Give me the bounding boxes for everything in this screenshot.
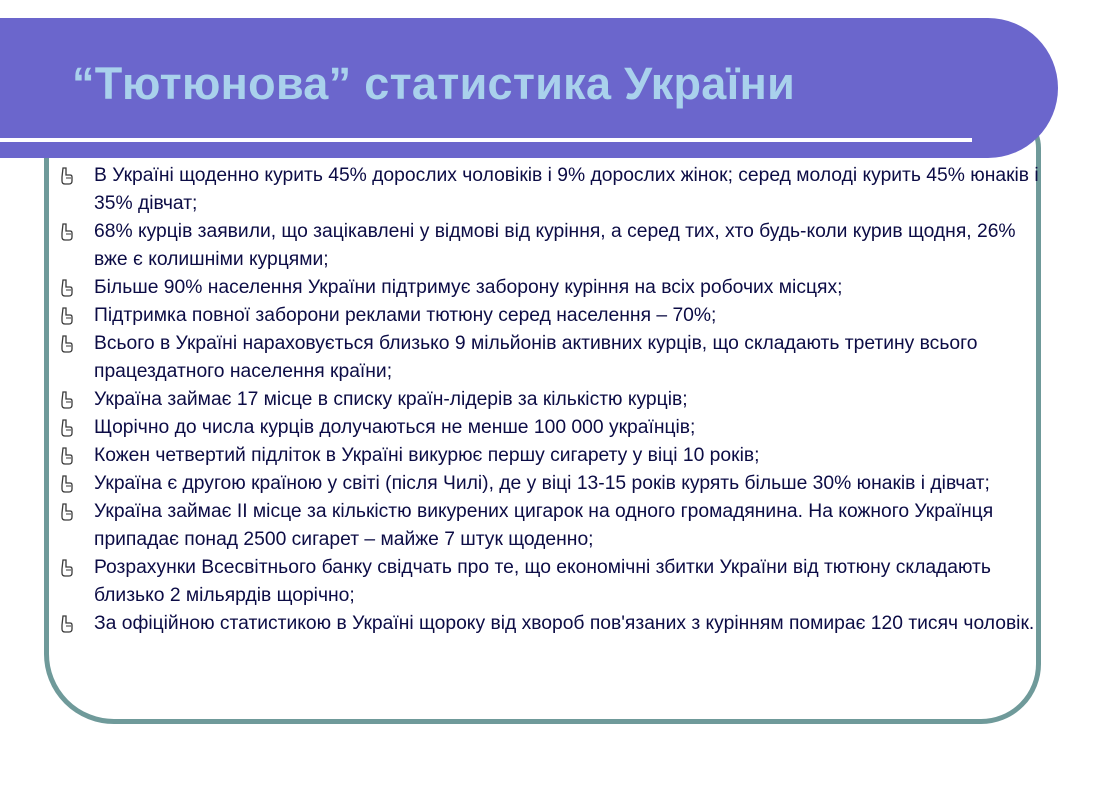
list-item [56, 470, 1041, 498]
list-item [56, 554, 1041, 610]
list-item [56, 330, 1041, 386]
list-item [56, 302, 1041, 330]
bullet-text: Підтримка повної заборони реклами тютюну серед населення – 70%; [94, 305, 717, 326]
bullet-text: Розрахунки Всесвітнього банку свідчать про те, що економічні збитки України від тютюну складають близько 2 мільярдів щорічно; [94, 557, 991, 606]
list-item [56, 218, 1041, 274]
bullet-list [56, 162, 1041, 638]
list-item [56, 274, 1041, 302]
list-item [56, 610, 1041, 638]
slide-title: “Тютюнова” статистика України [72, 58, 796, 109]
bullet-text: За офіційною статистикою в Україні щороку від хвороб пов'язаних з курінням помирає 120 тисяч чоловік. [94, 613, 1035, 634]
list-item [56, 414, 1041, 442]
bullet-text: 68% курців заявили, що зацікавлені у відмові від куріння, а серед тих, хто будь-коли курив щодня, 26% вже є колишніми курцями; [94, 221, 1016, 270]
hand-pointer-icon [60, 306, 74, 326]
bullet-text: Всього в Україні нараховується близько 9 мільйонів активних курців, що складають третину всього працездатного населення країни; [94, 333, 978, 382]
bullet-text: Більше 90% населення України підтримує заборону куріння на всіх робочих місцях; [94, 277, 843, 298]
list-item [56, 162, 1041, 218]
bullet-text: Україна займає ІІ місце за кількістю викурених цигарок на одного громадянина. На кожного Українця припадає понад 2500 сигарет – майже 7 штук щоденно; [94, 501, 994, 550]
bullet-text: Україна є другою країною у світі (після Чилі), де у віці 13-15 років курять більше 30% юнаків і дівчат; [94, 473, 990, 494]
hand-pointer-icon [60, 418, 74, 438]
hand-pointer-icon [60, 166, 74, 186]
hand-pointer-icon [60, 446, 74, 466]
hand-pointer-icon [60, 222, 74, 242]
list-item [56, 442, 1041, 470]
list-item [56, 386, 1041, 414]
bullet-text: Щорічно до числа курців долучаються не менше 100 000 українців; [94, 417, 696, 438]
bullet-list-container [56, 162, 1041, 638]
hand-pointer-icon [60, 278, 74, 298]
bullet-text: В Україні щоденно курить 45% дорослих чоловіків і 9% дорослих жінок; серед молоді курить 45% юнаків і 35% дівчат; [94, 165, 1039, 214]
title-underline [0, 138, 972, 142]
hand-pointer-icon [60, 390, 74, 410]
bullet-text: Кожен четвертий підліток в Україні викурює першу сигарету у віці 10 років; [94, 445, 760, 466]
hand-pointer-icon [60, 502, 74, 522]
hand-pointer-icon [60, 334, 74, 354]
hand-pointer-icon [60, 558, 74, 578]
hand-pointer-icon [60, 614, 74, 634]
bullet-text: Україна займає 17 місце в списку країн-лідерів за кількістю курців; [94, 389, 688, 410]
list-item [56, 498, 1041, 554]
hand-pointer-icon [60, 474, 74, 494]
